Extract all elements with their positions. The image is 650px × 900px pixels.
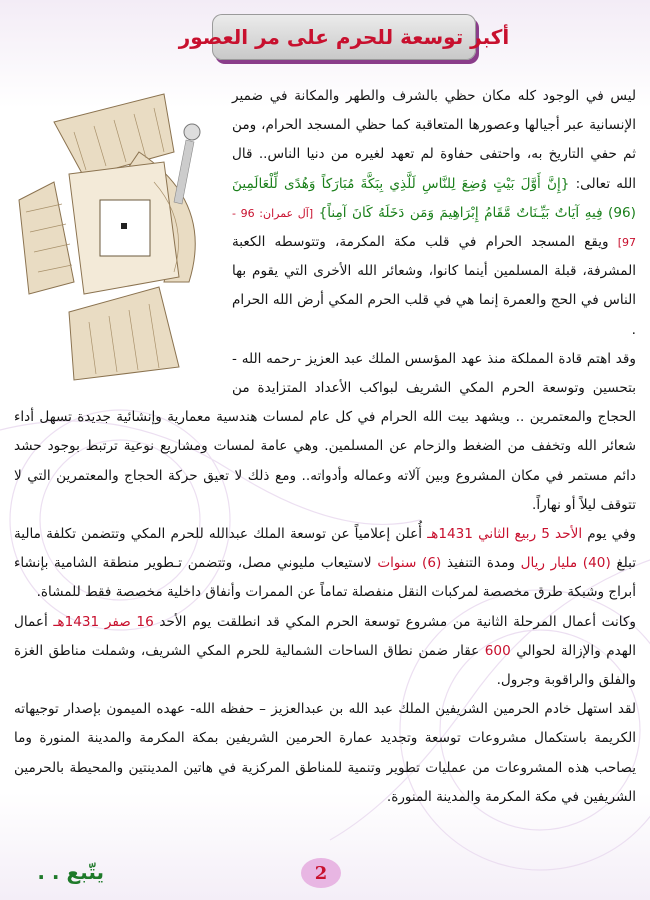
paragraph-2: وقد اهتم قادة المملكة منذ عهد المؤسس الملك عبد العزيز -رحمه الله - بتحسين وتوسعة الحرم المكي الشريف لبواكب الأعداد المتزايدة من الحجاج والمعتمرين .. ويشهد بيت الله الحرام في كل عام لمسات هندسية معمارية وإنشائية جديدة تسهل أداء شعائر الله وتخفف من الضغط والزحام عن المسلمين. وهي عامة لمسات ومشاريع نوعية ترتبط بوجود حشد دائم مستمر في مكان المشروع وبين آلاته وعماله وأدواته.. ومع ذلك لا تعيق حركة الحجاج والمعتمرين التي لا تتوقف ليلاً أو نهاراً. <box>14 350 636 513</box>
p3-text-b: أُعلن إعلامياً عن توسعة الملك عبدالله للحرم المكي وتتضمن تكلفة مالية تبلغ <box>14 526 637 572</box>
paragraph-3 <box>14 520 636 608</box>
article-body <box>14 82 636 812</box>
paragraph-4 <box>14 608 636 696</box>
paragraph-5: لقد استهل خادم الحرمين الشريفين الملك عبد الله بن عبدالعزيز – حفظه الله- عهده الميمون بإصدار توجيهاته الكريمة باستكمال مشروعات توسعة وتجديد عمارة الحرمين الشريفين بمكة المكرمة والمدينة المنورة وما يصاحب هذه المشروعات من عمليات تطوير وتنمية للمناطق المركزية في هاتين المدينتين والمحيطة بالحرمين الشريفين في مكة المكرمة والمدينة المنورة. <box>14 701 636 805</box>
continue-link[interactable]: يتّبع . . <box>37 860 104 884</box>
p3-text-a: وفي يوم <box>582 526 636 543</box>
project-duration: (6) سنوات <box>377 555 442 572</box>
mosque-floor-plan-icon <box>14 82 224 382</box>
page-title: أكبر توسعة للحرم على مر العصور <box>178 25 510 49</box>
p4-text-a: وكانت أعمال المرحلة الثانية من مشروع توسعة الحرم المكي قد انطلقت يوم الأحد <box>153 613 636 630</box>
property-count: 600 <box>484 642 511 659</box>
p3-text-c: ومدة التنفيذ <box>441 555 521 572</box>
page-number: 2 <box>314 862 328 884</box>
verse-reference: [آل عمران: 96 - 97] <box>232 206 636 250</box>
page-number-badge <box>301 858 341 888</box>
p4-text-c: عقار ضمن نطاق الساحات الشمالية للحرم المكي الشريف، وشملت مناطق الغزة والفلق والراقوبة وجرول. <box>14 642 636 689</box>
p3-text-d: لاستيعاب مليوني مصل، وتتضمن تـطوير منطقة الشامية بإنشاء أبراج وشبكة طرق مخصصة لمركبات النقل منفصلة تماماً عن الممرات وأنفاق داخلية مخصصة فقط للمشاة. <box>14 555 636 601</box>
paragraph-1-intro: ليس في الوجود كله مكان حظي بالشرف والطهر والمكانة في ضمير الإنسانية عبر أجيالها وعصورها المتعاقبة كما حظي المسجد الحرام، ومن ثم حفي التاريخ به، واحتفى حفاوة لم تعهد لغيره من دنيا الناس.. قال الله تعالى: <box>232 88 636 192</box>
quran-verse: {إِنَّ أَوَّلَ بَيْتٍ وُضِعَ لِلنَّاسِ لَلَّذِي بِبَكَّةَ مُبَارَكاً وَهُدًى لِّلْعَالَمِينَ (96) فِيهِ آيَاتٌ بَيِّـنَاتٌ مَّقَامُ إِبْرَاهِيمَ وَمَن دَخَلَهُ كَانَ آمِناً} <box>232 175 636 221</box>
p4-text-b: أعمال الهدم والإزالة لحوالي <box>14 613 636 659</box>
title-box <box>178 14 510 60</box>
paragraph-1-rest: ويقع المسجد الحرام في قلب مكة المكرمة، وتتوسطه الكعبة المشرفة، قبلة المسلمين أينما كانوا، وشعائر الله الأخرى التي يقوم بها الناس في الحج والعمرة إنما هي في قلب الحرم المكي أرض الله الحرام . <box>232 234 636 338</box>
announcement-date: الأحد 5 ربيع الثاني 1431هـ <box>427 526 583 543</box>
phase-two-date: 16 صفر 1431هـ <box>53 613 154 630</box>
project-cost: (40) مليار ريال <box>520 555 611 572</box>
